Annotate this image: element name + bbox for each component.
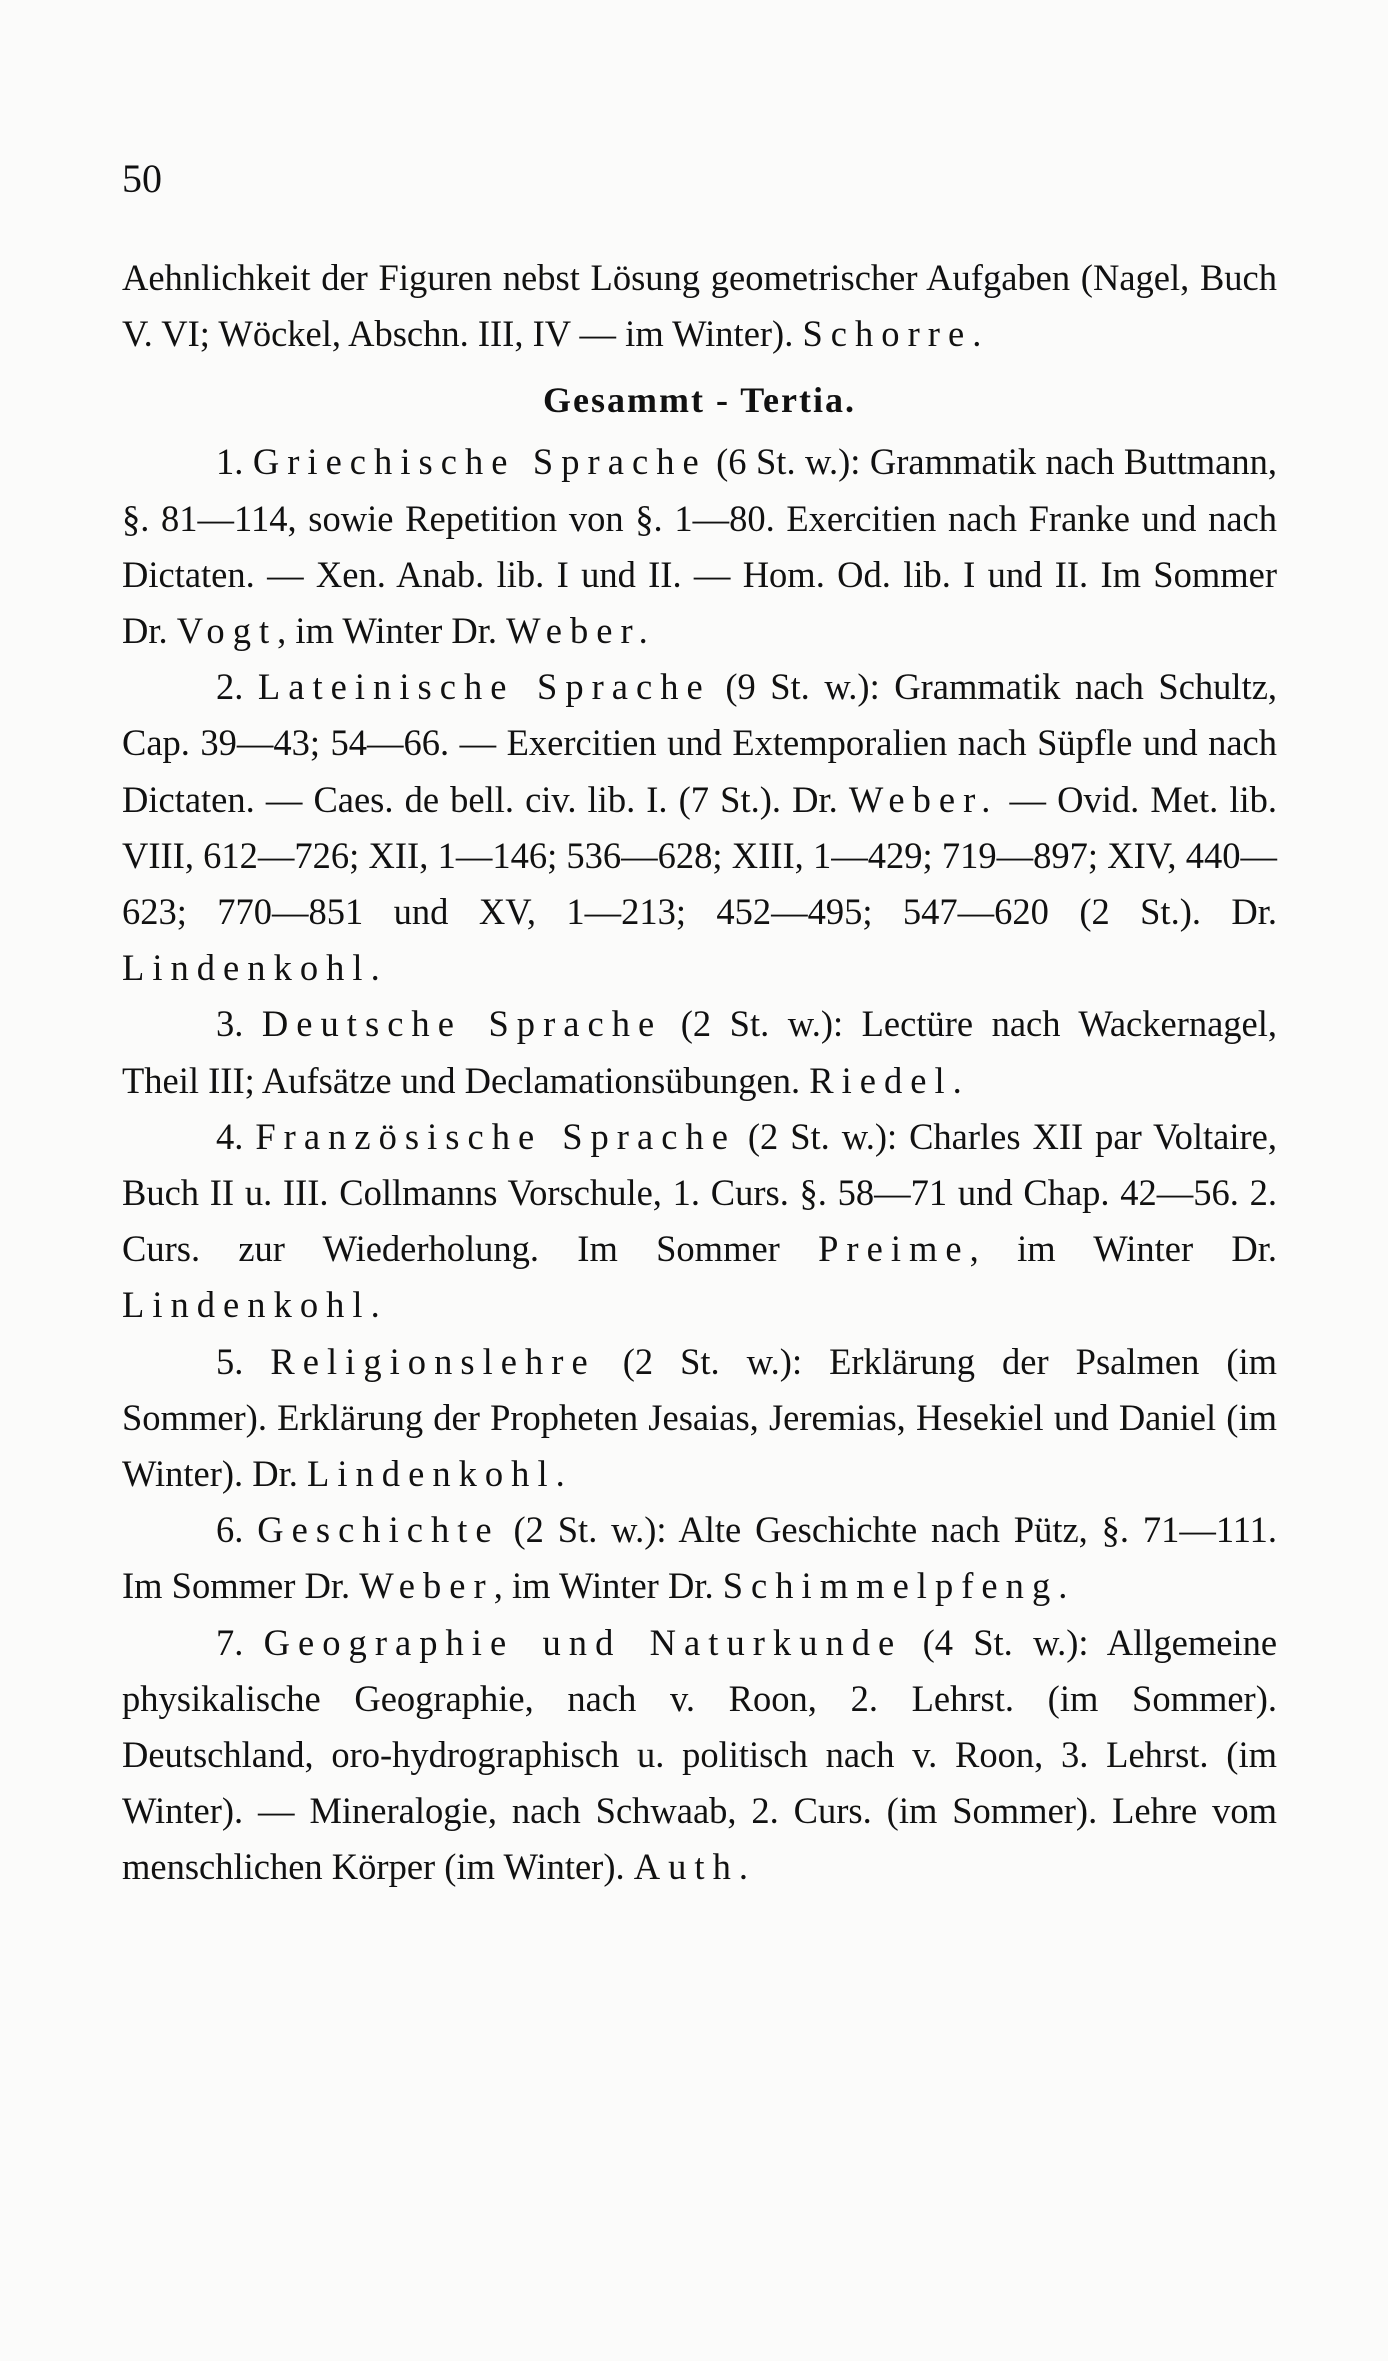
item-subject: Französische Sprache [255,1115,736,1157]
item-body: (9 St. w.): Grammatik nach Schultz, Cap. 39—43; 54—66. — Exercitien und Extemporalien nach Süpfle und nach Dictaten. — Caes. de bell. civ. lib. I. (7 St.). Dr. [122,666,1278,820]
item-body: (2 St. w.): Charles XII par Voltaire, Buch II u. III. Collmanns Vorschule, 1. Curs. §. 58—71 und Chap. 42—56. 2. Curs. zur Wiederholung. Im Sommer [122,1115,1278,1270]
item-subject: Deutsche Sprache [261,1003,663,1045]
item-paragraph-4 [122,1109,1277,1334]
item-subject: Griechische Sprache [252,441,707,483]
item-paragraph-2 [122,659,1277,996]
item-teacher: Lindenkohl. [122,1284,388,1326]
item-subject: Religionslehre [270,1340,596,1382]
intro-text: Aehnlichkeit der Figuren nebst Lösung geometrischer Aufgaben (Nagel, Buch V. VI; Wöckel, Abschn. III, IV — im Winter). [122,257,1277,355]
item-teacher: Weber. [506,610,656,652]
item-number: 2. [216,666,244,708]
intro-teacher: Schorre. [802,313,990,355]
item-teacher: Lindenkohl. [307,1453,573,1495]
item-mid: — Ovid. Met. lib. VIII, 612—726; XII, 1—146; 536—628; XIII, 1—429; 719—897; XIV, 440—623; 770—851 und XV, 1—213; 452—495; 547—620 (2 St.). Dr. [122,778,1278,933]
item-mid: , im Winter Dr. [277,610,498,652]
item-number: 4. [216,1115,244,1157]
item-number: 6. [216,1509,244,1551]
item-teacher: Weber. [848,778,999,820]
item-teacher: Riedel. [809,1059,970,1101]
item-mid: , im Winter Dr. [493,1565,714,1607]
item-paragraph-5 [122,1334,1277,1503]
item-body: (4 St. w.): Allgemeine physikalische Geographie, nach v. Roon, 2. Lehrst. (im Sommer). Deutschland, oro-hydrographisch u. politisch nach v. Roon, 3. Lehrst. (im Winter). — Mineralogie, nach Schwaab, 2. Curs. (im Sommer). Lehre vom menschlichen Körper (im Winter). [122,1621,1278,1888]
item-teacher: Schimmelpfeng. [722,1565,1076,1607]
item-body: (2 St. w.): Erklärung der Psalmen (im Sommer). Erklärung der Propheten Jesaias, Jeremias, Hesekiel und Daniel (im Winter). Dr. [122,1340,1278,1495]
item-teacher: Weber [359,1565,494,1607]
item-paragraph-1 [122,434,1277,659]
item-number: 5. [216,1340,244,1382]
item-subject: Lateinische Sprache [257,666,711,708]
item-teacher: Preime [818,1228,970,1270]
page-number: 50 [122,156,162,201]
section-heading: Gesammt - Tertia. [543,380,856,421]
item-number: 7. [216,1621,244,1663]
item-subject: Geschichte [257,1509,500,1551]
item-mid: , im Winter Dr. [969,1228,1277,1270]
item-teacher: Vogt [176,610,278,652]
item-teacher: Lindenkohl. [122,947,388,989]
page-text [122,250,1277,1896]
intro-paragraph [122,250,1277,362]
item-number: 3. [216,1003,244,1045]
item-paragraph-7 [122,1615,1277,1896]
item-paragraph-6 [122,1502,1277,1614]
item-body: (2 St. w.): Alte Geschichte nach Pütz, §. 71—111. Im Sommer Dr. [122,1509,1278,1607]
item-subject: Geographie und Naturkunde [263,1621,903,1663]
item-paragraph-3 [122,996,1277,1108]
item-number: 1. [216,441,244,483]
item-body: (2 St. w.): Lectüre nach Wackernagel, Theil III; Aufsätze und Declamationsübungen. [122,1003,1278,1101]
item-teacher: Auth. [633,1846,757,1888]
item-body: (6 St. w.): Grammatik nach Buttmann, §. 81—114, sowie Repetition von §. 1—80. Exercitien nach Franke und nach Dictaten. — Xen. Anab. lib. I und II. — Hom. Od. lib. I und II. Im Sommer Dr. [122,441,1277,652]
